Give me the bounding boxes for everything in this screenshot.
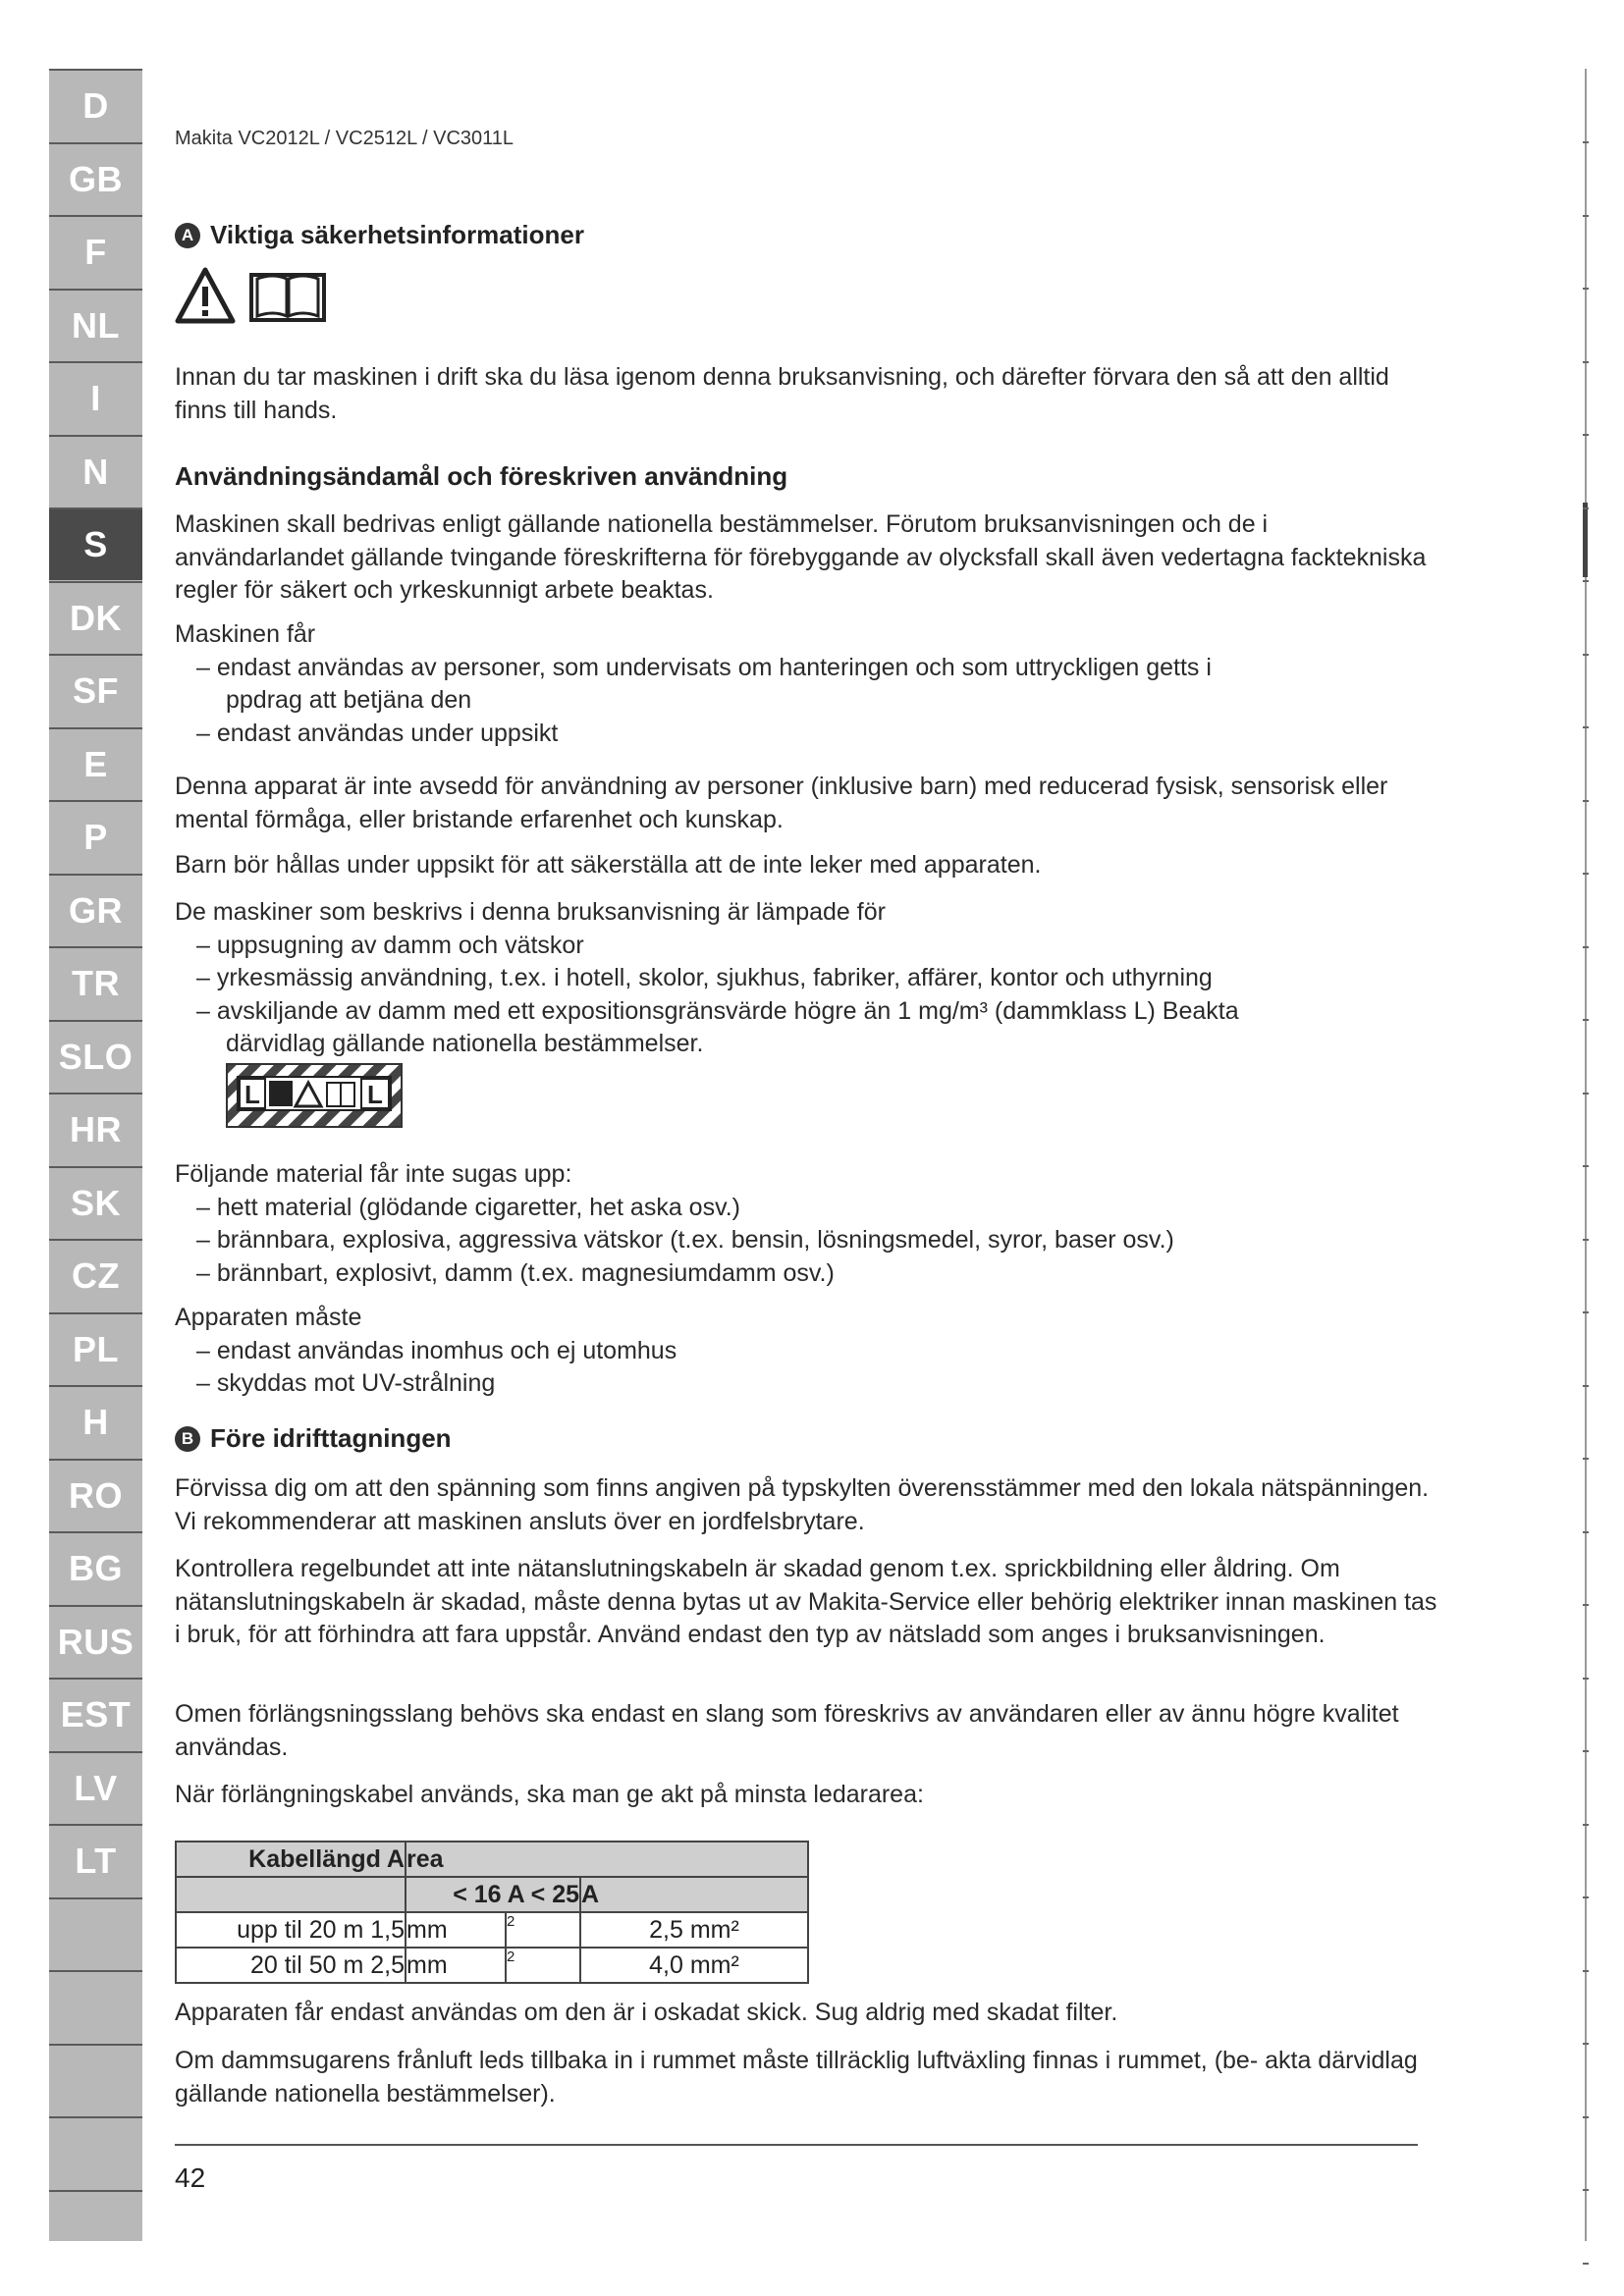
section-b-badge: B — [175, 1426, 200, 1452]
language-tab-cz[interactable]: CZ — [49, 1239, 142, 1311]
margin-tick — [1583, 141, 1589, 143]
table-header-cable-length: Kabellängd A — [176, 1842, 406, 1877]
language-tab-empty — [49, 1970, 142, 2043]
list-item: – brännbara, explosiva, aggressiva vätskor (t.ex. bensin, lösningsmedel, syror, baser osv.) — [196, 1226, 1174, 1254]
intended-use-heading: Användningsändamål och föreskriven användning — [175, 461, 788, 491]
margin-tick — [1583, 580, 1589, 582]
table-header-area: rea — [406, 1842, 808, 1877]
margin-tick — [1583, 1678, 1589, 1680]
language-tab-h[interactable]: H — [49, 1385, 142, 1458]
voltage-paragraph: Förvissa dig om att den spänning som finns angiven på typskylten överensstämmer med den lokala nätspänningen. Vi rekommenderar att maskinen ansluts över en jordfelsbrytare. — [175, 1474, 1430, 1535]
margin-tick — [1583, 2043, 1589, 2045]
margin-tick — [1583, 873, 1589, 875]
suitable-for-lead: De maskiner som beskrivs i denna bruksanvisning är lämpade för — [175, 898, 886, 926]
margin-tick — [1583, 2116, 1589, 2118]
language-tab-n[interactable]: N — [49, 435, 142, 507]
margin-tick — [1583, 1311, 1589, 1313]
language-tab-bg[interactable]: BG — [49, 1531, 142, 1604]
list-item: – endast användas inomhus och ej utomhus — [196, 1336, 677, 1364]
language-tab-empty — [49, 1897, 142, 1970]
table-row — [176, 1912, 808, 1948]
language-tab-tr[interactable]: TR — [49, 946, 142, 1019]
margin-tick — [1583, 1019, 1589, 1021]
language-tab-lv[interactable]: LV — [49, 1751, 142, 1824]
table-header-current-unit: A — [580, 1877, 808, 1912]
language-tab-empty — [49, 2190, 142, 2263]
margin-tick — [1583, 1458, 1589, 1460]
margin-tick — [1583, 1239, 1589, 1241]
list-item: – brännbart, explosivt, damm (t.ex. magnesiumdamm osv.) — [196, 1258, 835, 1287]
language-tab-lt[interactable]: LT — [49, 1824, 142, 1896]
forbidden-materials-lead: Följande material får inte sugas upp: — [175, 1160, 572, 1188]
device-must-list — [175, 1335, 1432, 1401]
table-header-empty — [176, 1877, 406, 1912]
dust-class-l-label — [226, 1063, 403, 1128]
language-tab-sk[interactable]: SK — [49, 1166, 142, 1239]
warning-triangle-icon — [175, 267, 236, 324]
intended-use-paragraph: Maskinen skall bedrivas enligt gällande nationella bestämmelser. Förutom bruksanvisningen och de i användarlandet gällande tvingande föreskrifterna för förebyggande av olycksfall skall även vedertagna facktekniska regler för säkert och yrkeskunnigt arbete beaktas. — [175, 510, 1427, 604]
right-margin-rule — [1585, 69, 1587, 2241]
machine-may-lead: Maskinen får — [175, 620, 316, 648]
margin-tick — [1583, 1385, 1589, 1387]
machine-may-list — [175, 652, 1461, 751]
language-tab-p[interactable]: P — [49, 800, 142, 873]
margin-tick — [1583, 1824, 1589, 1826]
language-tab-i[interactable]: I — [49, 361, 142, 434]
language-tab-gb[interactable]: GB — [49, 142, 142, 215]
undamaged-device-paragraph: Apparaten får endast användas om den är i oskadat skick. Sug aldrig med skadat filter. — [175, 1999, 1118, 2026]
extension-hose-paragraph: Omen förlängsningsslang behövs ska endast en slang som föreskrivs av användaren eller av ännu högre kvalitet användas. — [175, 1700, 1399, 1761]
language-sidebar — [49, 69, 142, 2241]
language-tab-s[interactable]: S — [49, 507, 142, 580]
restricted-persons-paragraph: Denna apparat är inte avsedd för användning av personer (inklusive barn) med reducerad fysisk, sensorisk eller mental förmåga, eller bristande erfarenhet och kunskap. — [175, 773, 1388, 833]
list-item-continuation: därvidlag gällande nationella bestämmelser. — [226, 1030, 704, 1057]
section-a-heading — [175, 220, 584, 250]
table-cell-area-25a: 4,0 mm² — [580, 1948, 808, 1983]
children-paragraph: Barn bör hållas under uppsikt för att säkerställa att de inte leker med apparaten. — [175, 851, 1042, 879]
language-tab-est[interactable]: EST — [49, 1678, 142, 1750]
table-cell-length: 20 til 50 m 2,5 — [176, 1948, 406, 1983]
margin-tick — [1583, 2263, 1589, 2265]
manual-book-icon — [247, 267, 328, 324]
section-a-badge: A — [175, 223, 200, 248]
table-cell-superscript: 2 — [506, 1912, 580, 1948]
section-b-title: Före idrifttagningen — [210, 1423, 452, 1453]
footer-rule — [175, 2144, 1418, 2146]
language-tab-empty — [49, 2044, 142, 2116]
list-item: – avskiljande av damm med ett expositionsgränsvärde högre än 1 mg/m³ (dammklass L) Beakta — [196, 996, 1239, 1025]
language-tab-ro[interactable]: RO — [49, 1459, 142, 1531]
dust-class-letter-right: L — [367, 1080, 383, 1109]
margin-tick — [1583, 361, 1589, 363]
margin-tick — [1583, 1604, 1589, 1606]
forbidden-materials-block — [175, 1158, 1432, 1290]
margin-tick — [1583, 2189, 1589, 2191]
language-tab-nl[interactable]: NL — [49, 289, 142, 361]
language-tab-rus[interactable]: RUS — [49, 1605, 142, 1678]
language-tab-hr[interactable]: HR — [49, 1093, 142, 1165]
margin-tick — [1583, 507, 1589, 509]
table-cell-unit: mm — [406, 1912, 506, 1948]
language-tab-e[interactable]: E — [49, 727, 142, 800]
suitable-for-list — [175, 930, 1461, 1061]
margin-tick — [1583, 434, 1589, 436]
table-cell-unit: mm — [406, 1948, 506, 1983]
language-tab-slo[interactable]: SLO — [49, 1020, 142, 1093]
margin-tick — [1583, 1093, 1589, 1095]
page-number: 42 — [175, 2163, 206, 2193]
list-item: – endast användas av personer, som undervisats om hanteringen och som uttryckligen getts i — [196, 653, 1212, 681]
language-tab-empty — [49, 2116, 142, 2189]
margin-tick — [1583, 946, 1589, 948]
language-tab-dk[interactable]: DK — [49, 581, 142, 654]
extension-cable-paragraph: När förlängningskabel används, ska man ge akt på minsta ledararea: — [175, 1781, 924, 1808]
language-tab-d[interactable]: D — [49, 69, 142, 141]
cable-area-table — [175, 1841, 809, 1984]
list-item: – hett material (glödande cigaretter, het aska osv.) — [196, 1193, 741, 1221]
margin-tick — [1583, 1750, 1589, 1752]
margin-tick — [1583, 1165, 1589, 1167]
margin-tick — [1583, 288, 1589, 290]
margin-tick — [1583, 800, 1589, 802]
table-cell-length: upp til 20 m 1,5 — [176, 1912, 406, 1948]
language-tab-f[interactable]: F — [49, 215, 142, 288]
model-header: Makita VC2012L / VC2512L / VC3011L — [175, 128, 514, 149]
language-tab-gr[interactable]: GR — [49, 874, 142, 946]
table-cell-area-25a: 2,5 mm² — [580, 1912, 808, 1948]
margin-tick — [1583, 1970, 1589, 1972]
margin-tick — [1583, 1896, 1589, 1898]
list-item: – yrkesmässig användning, t.ex. i hotell, skolor, sjukhus, fabriker, affärer, kontor och uthyrning — [196, 964, 1213, 991]
margin-tick — [1583, 215, 1589, 217]
section-a-title: Viktiga säkerhetsinformationer — [210, 220, 584, 249]
list-item-continuation: ppdrag att betjäna den — [226, 686, 472, 714]
dust-class-letter-left: L — [244, 1080, 260, 1109]
suitable-for-block — [175, 896, 1461, 1061]
table-cell-superscript: 2 — [506, 1948, 580, 1983]
table-header-current: < 16 A < 25 — [406, 1877, 580, 1912]
table-row — [176, 1948, 808, 1983]
cable-check-paragraph: Kontrollera regelbundet att inte nätanslutningskabeln är skadad genom t.ex. sprickbildning eller åldring. Om nätanslutningskabeln är skadad, måste denna bytas ut av Makita-Service eller behörig elektriker innan maskinen tas i bruk, för att förhindra att fara uppstår. Använd endast den typ av nätsladd som anges i bruksanvisningen. — [175, 1555, 1437, 1648]
intro-paragraph: Innan du tar maskinen i drift ska du läsa igenom denna bruksanvisning, och därefter förvara den så att den alltid finns till hands. — [175, 363, 1389, 424]
machine-may-block — [175, 618, 1461, 750]
section-b-heading — [175, 1423, 452, 1454]
forbidden-materials-list — [175, 1192, 1432, 1291]
margin-tick — [1583, 726, 1589, 728]
list-item: – uppsugning av damm och vätskor — [196, 931, 584, 959]
list-item: – skyddas mot UV-strålning — [196, 1369, 496, 1397]
language-tab-pl[interactable]: PL — [49, 1312, 142, 1385]
language-tab-sf[interactable]: SF — [49, 654, 142, 726]
exhaust-air-paragraph: Om dammsugarens frånluft leds tillbaka in i rummet måste tillräcklig luftväxling finnas i rummet, (be- akta därvidlag gällande nationella bestämmelser). — [175, 2047, 1418, 2108]
right-margin-marker — [1583, 503, 1588, 577]
safety-icons — [175, 267, 328, 324]
margin-tick — [1583, 1531, 1589, 1533]
margin-tick — [1583, 654, 1589, 656]
device-must-block — [175, 1302, 1432, 1401]
device-must-lead: Apparaten måste — [175, 1304, 362, 1331]
list-item: – endast användas under uppsikt — [196, 719, 559, 747]
